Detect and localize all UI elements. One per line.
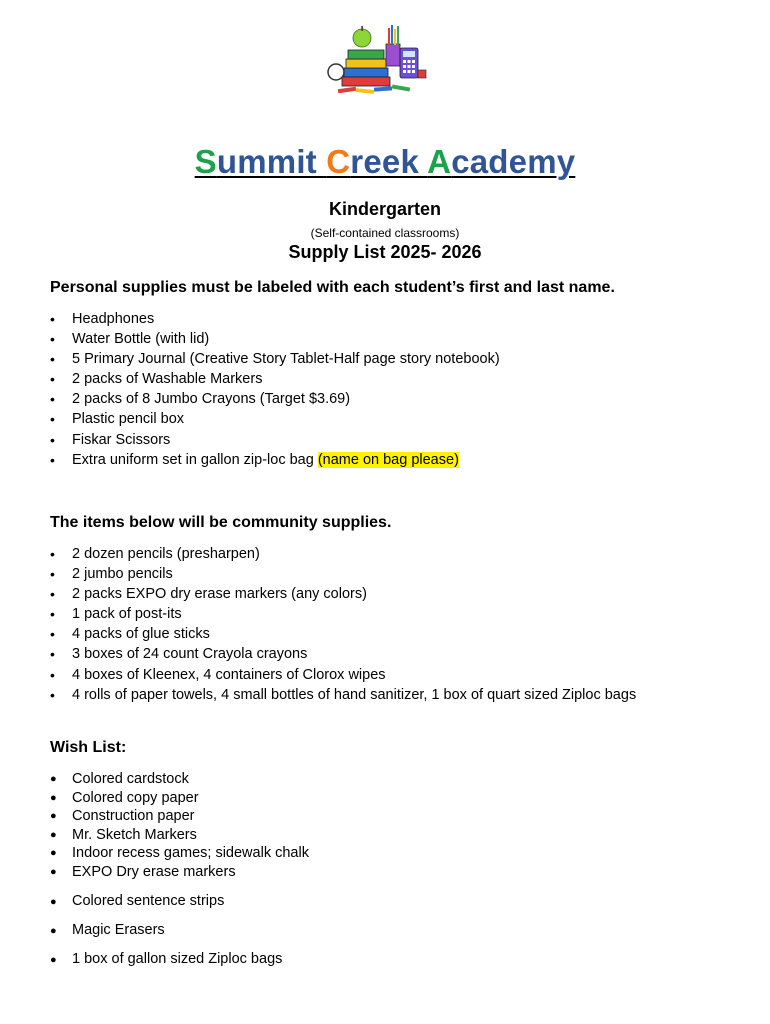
list-item: • 3 boxes of 24 count Crayola crayons (50, 644, 636, 664)
wish-list (50, 770, 309, 882)
list-item: • 2 packs EXPO dry erase markers (any colors) (50, 584, 636, 604)
personal-supplies-list (50, 309, 500, 470)
list-item: ● EXPO Dry erase markers (50, 863, 309, 882)
list-item: ● Indoor recess games; sidewalk chalk (50, 844, 309, 863)
list-item: • 4 rolls of paper towels, 4 small bottles of hand sanitizer, 1 box of quart sized Ziploc bags (50, 685, 636, 705)
personal-supplies-heading: Personal supplies must be labeled with each student’s first and last name. (50, 279, 615, 296)
list-item: • Fiskar Scissors (50, 430, 500, 450)
school-title (0, 143, 770, 181)
list-item-text: Magic Erasers (72, 922, 165, 938)
list-item: ● Colored cardstock (50, 770, 309, 789)
list-item-text: Colored sentence strips (72, 893, 225, 909)
list-item-text: 1 box of gallon sized Ziploc bags (72, 951, 283, 967)
grade-heading: Kindergarten (328, 199, 442, 219)
title-rest-cademy: cademy (451, 143, 576, 180)
title-rest-reek: reek (350, 143, 428, 180)
wish-list-extra-item (50, 922, 165, 938)
highlighted-note: (name on bag please) (317, 451, 459, 468)
grade-note: (Self-contained classrooms) (310, 226, 460, 240)
title-initial-s: S (194, 143, 217, 180)
list-item: • 1 pack of post-its (50, 604, 636, 624)
list-item: ● Mr. Sketch Markers (50, 826, 309, 845)
supply-list-title: Supply List 2025- 2026 (288, 242, 482, 262)
list-item: ● Construction paper (50, 807, 309, 826)
list-item: • 2 jumbo pencils (50, 564, 636, 584)
list-item (50, 450, 500, 470)
bullet-icon: ● (50, 954, 57, 966)
title-initial-a: A (427, 143, 452, 180)
wish-list-heading: Wish List: (50, 739, 127, 756)
wish-list-extra-item (50, 951, 282, 967)
title-initial-c: C (326, 143, 351, 180)
list-item: • 4 boxes of Kleenex, 4 containers of Clorox wipes (50, 665, 636, 685)
list-item: ● Colored copy paper (50, 789, 309, 808)
list-item: • 5 Primary Journal (Creative Story Tablet-Half page story notebook) (50, 349, 500, 369)
list-item: • 2 dozen pencils (presharpen) (50, 544, 636, 564)
school-supplies-logo (322, 20, 432, 100)
wish-list-extra-item (50, 893, 224, 909)
list-item: • 2 packs of 8 Jumbo Crayons (Target $3.69) (50, 389, 500, 409)
list-item: • 2 packs of Washable Markers (50, 369, 500, 389)
bullet-icon: ● (50, 896, 57, 908)
list-item-text: Extra uniform set in gallon zip-loc bag (72, 451, 318, 468)
list-item: • 4 packs of glue sticks (50, 624, 636, 644)
community-supplies-list (50, 544, 636, 705)
community-supplies-heading: The items below will be community supplies. (50, 514, 392, 531)
list-item: • Water Bottle (with lid) (50, 329, 500, 349)
list-item: • Plastic pencil box (50, 409, 500, 429)
bullet-icon: ● (50, 925, 57, 937)
title-rest-ummit: ummit (216, 143, 327, 180)
list-item: • Headphones (50, 309, 500, 329)
